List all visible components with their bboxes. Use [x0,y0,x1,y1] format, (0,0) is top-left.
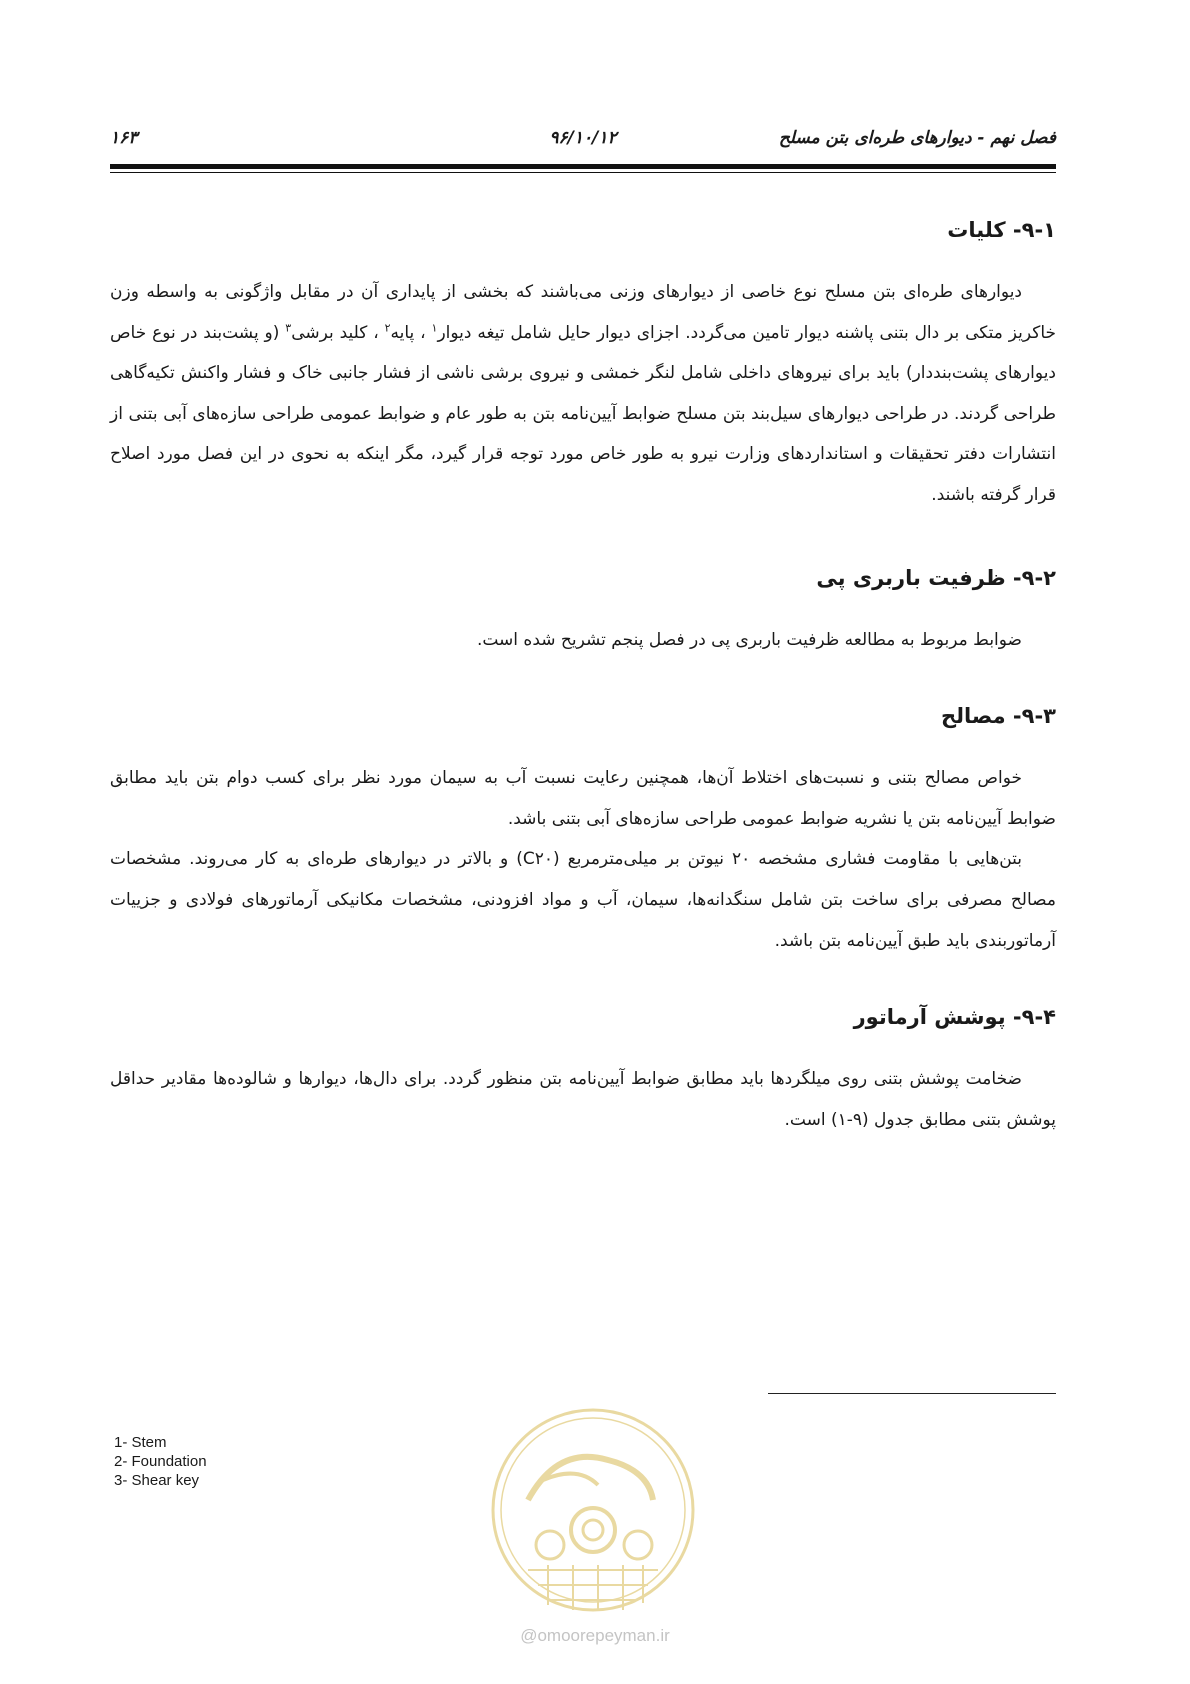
footnote-1: 1- Stem [114,1434,167,1451]
section-heading-rebar-cover: ۹-۴- پوشش آرماتور [853,1005,1056,1030]
header-rule-thick [110,164,1056,169]
general-text-3: ، کلید برشی [291,322,379,343]
section-heading-bearing-capacity: ۹-۲- ظرفیت باربری پی [816,565,1056,590]
concrete-grade: C۲۰ [522,849,554,870]
general-text-2: ، پایه [390,322,426,343]
footnotes [114,1433,207,1490]
footnote-2: 2- Foundation [114,1453,207,1470]
header-rule-thin [110,172,1056,173]
general-text-1: دیوارهای طره‌ای بتن مسلح نوع خاصی از دیوارهای وزنی می‌باشند که بخشی از پایداری آن در مقابل واژگونی به واسطه وزن خاکریز متکی بر دال بتنی پاشنه دیوار تامین می‌گردد. اجزای دیوار حایل شامل تیغه دیوار [110,282,1057,343]
header-date: ۹۶/۱۰/۱۲ [549,128,617,148]
footnote-ref-3: ۳ [285,320,292,334]
chapter-title: فصل نهم - دیوارهای طره‌ای بتن مسلح [778,128,1056,148]
footnote-ref-1: ۱ [431,320,438,334]
section-materials-paragraph-2 [110,839,1056,961]
footnote-3: 3- Shear key [114,1472,200,1489]
section-heading-general: ۹-۱- کلیات [947,218,1056,242]
general-text-4: (و پشت‌بند در نوع خاص دیوارهای پشت‌بنددار) باید برای نیروهای داخلی شامل لنگر خمشی و نیروی برشی ناشی از فشار جانبی خاک و فشار واکنش تکیه‌گاهی طراحی گردند. در طراحی دیوارهای سیل‌بند بتن مسلح ضوابط آیین‌نامه بتن به طور عام و ضوابط عمومی طراحی سازه‌های آبی بتنی از انتشارات دفتر تحقیقات و استانداردهای وزارت نیرو به طور خاص مورد توجه قرار گیرد، مگر اینکه به نحوی در این فصل مورد اصلاح قرار گرفته باشند. [110,322,1056,505]
materials-text-1: بتن‌هایی با مقاومت فشاری مشخصه ۲۰ نیوتن بر میلی‌مترمربع ( [553,849,1022,870]
footnote-separator [768,1393,1056,1394]
page-header [110,128,1056,158]
watermark-logo [488,1405,698,1615]
page-body [110,212,1056,1140]
section-general-paragraph [110,272,1056,516]
materials-text-2: ) و بالاتر در دیوارهای طره‌ای به کار می‌روند. مشخصات مصالح مصرفی برای ساخت بتن شامل سنگدانه‌ها، سیمان، آب و مواد افزودنی، مشخصات مکانیکی آرماتورهای فولادی و جزییات آرماتوربندی باید طبق آیین‌نامه بتن باشد. [110,849,1056,951]
page-number: ۱۶۳ [110,128,138,148]
section-bearing-paragraph: ضوابط مربوط به مطالعه ظرفیت باربری پی در فصل پنجم تشریح شده است. [476,629,1022,650]
footnote-ref-2: ۲ [384,320,391,334]
section-materials-paragraph-1: خواص مصالح بتنی و نسبت‌های اختلاط آن‌ها، همچنین رعایت نسبت آب به سیمان مورد نظر برای کسب دوام بتن باید مطابق ضوابط آیین‌نامه بتن یا نشریه ضوابط عمومی طراحی سازه‌های آبی بتنی باشد. [110,768,1056,829]
watermark-text: @omoorepeyman.ir [520,1626,670,1645]
section-heading-materials: ۹-۳- مصالح [941,704,1056,729]
section-cover-paragraph: ضخامت پوشش بتنی روی میلگردها باید مطابق ضوابط آیین‌نامه بتن منظور گردد. برای دال‌ها، دیوارها و شالوده‌ها مقادیر حداقل پوشش بتنی مطابق جدول (۹-۱) است. [110,1069,1056,1130]
